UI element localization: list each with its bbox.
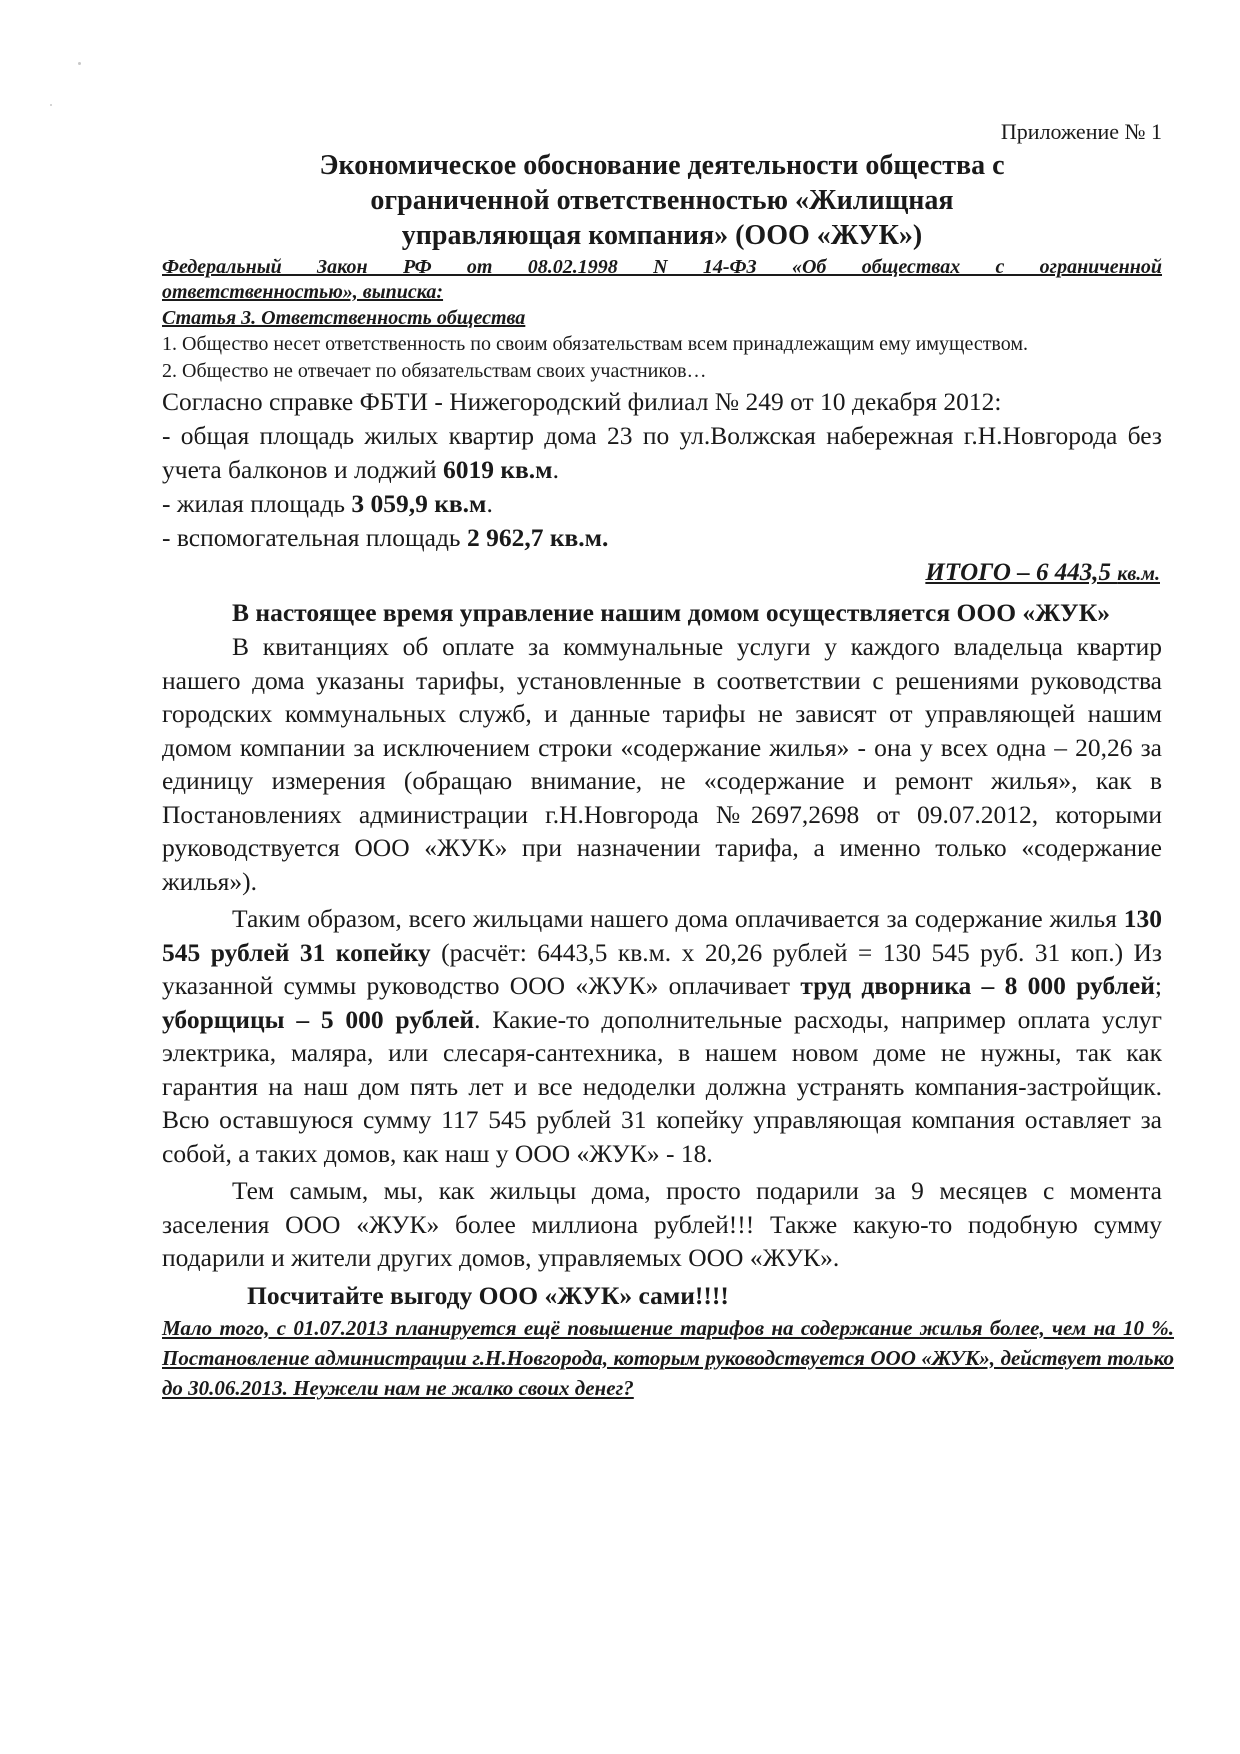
call-to-action: Посчитайте выгоду ООО «ЖУК» сами!!!!	[247, 1280, 729, 1310]
law-line: ответственностью», выписка:	[162, 281, 444, 303]
calc-total: 130 545 рублей 31 копейку	[162, 904, 1162, 967]
living-area-value: 3 059,9 кв.м	[351, 489, 487, 518]
total-sum-unit: кв.м.	[1117, 563, 1160, 585]
aux-area-text: - вспомогательная площадь	[162, 523, 467, 552]
total-area-value: 6019 кв.м	[442, 455, 553, 484]
article-item-2: 2. Общество не отвечает по обязательствам своих участников…	[162, 360, 707, 382]
paragraph-conclusion: Тем самым, мы, как жильцы дома, просто подарили за 9 месяцев с момента заселения ООО «ЖУК» более миллиона рублей!!! Также какую-то подобную сумму подарили и жители других домов, управляемых ООО «ЖУК».	[162, 1176, 1162, 1272]
aux-area-line	[162, 521, 1162, 555]
certificate-intro: Согласно справке ФБТИ - Нижегородский филиал № 249 от 10 декабря 2012:	[162, 387, 1002, 416]
section-heading: В настоящее время управление нашим домом осуществляется ООО «ЖУК»	[232, 598, 1110, 627]
title-line: ограниченной ответственностью «Жилищная	[370, 185, 954, 216]
title-line: управляющая компания» (ООО «ЖУК»)	[401, 220, 923, 251]
article-item-1: 1. Общество несет ответственность по своим обязательствам всем принадлежащим ему имуществом.	[162, 333, 1029, 355]
final-warning: Мало того, с 01.07.2013 планируется ещё повышение тарифов на содержание жилья более, чем на 10 %. Постановление администрации г.Н.Новгорода, которым руководствуется ООО «ЖУК», действует только до 30.06.2013. Неужели нам не жалко своих денег?	[162, 1315, 1174, 1400]
total-area-line: - общая площадь жилых квартир дома 23 по ул.Волжская набережная г.Н.Новгорода без учета балконов и лоджий 6019 кв.м.	[162, 421, 1162, 484]
cleaner-cost: уборщицы – 5 000 рублей	[162, 1004, 475, 1034]
total-sum-label: ИТОГО – 6 443,5	[925, 559, 1118, 586]
document-title	[162, 148, 1162, 253]
total-sum	[162, 555, 1160, 592]
calc-text: (расчёт: 6443,5 кв.м. х 20,26 рублей = 130 545 руб. 31 коп.) Из указанной суммы руководство ООО «ЖУК» оплачивает	[162, 937, 1162, 1000]
paragraph-tariffs: В квитанциях об оплате за коммунальные услуги у каждого владельца квартир нашего дома указаны тарифы, установленные в соответствии с решениями руководства городских коммунальных служб, и данные тарифы не зависят от управляющей нашим домом компании за исключением строки «содержание жилья» - она у всех одна – 20,26 за единицу измерения (обращаю внимание, не «содержание и ремонт жилья», как в Постановлениях администрации г.Н.Новгорода №2697,2698 от 09.07.2012, которыми руководствуется ООО «ЖУК» при назначении тарифа, а именно только «содержание жилья»).	[162, 632, 1162, 896]
living-area-line: - жилая площадь 3 059,9 кв.м.	[162, 489, 493, 518]
janitor-cost: труд дворника – 8 000 рублей	[800, 971, 1155, 1000]
calc-text: . Какие-то дополнительные расходы, например оплата услуг электрика, маляра, или слесаря-сантехника, в нашем новом доме не нужны, так как гарантия на наш дом пять лет и все недоделки должна устранять компания-застройщик. Всю оставшуюся сумму 117 545 рублей 31 копейку управляющая компания оставляет за собой, а таких домов, как наш у ООО «ЖУК» - 18.	[162, 1004, 1162, 1168]
total-area-text: - общая площадь жилых квартир дома 23 по ул.Волжская набережная г.Н.Новгорода без учета балконов и лоджий	[162, 421, 1162, 484]
law-reference	[162, 255, 1162, 305]
scan-speck	[78, 62, 81, 65]
living-area-text: - жилая площадь	[162, 489, 352, 518]
law-line: Федеральный Закон РФ от 08.02.1998 N 14-ФЗ «Об обществах с ограниченной	[162, 256, 1162, 278]
scan-speck	[50, 104, 52, 106]
calc-sep: ;	[1154, 971, 1162, 1000]
paragraph-calculation	[162, 902, 1162, 1170]
aux-area-value: 2 962,7 кв.м.	[466, 523, 609, 552]
document-page	[162, 116, 1174, 1403]
title-line: Экономическое обоснование деятельности общества с	[319, 150, 1005, 181]
calc-text: Таким образом, всего жильцами нашего дома оплачивается за содержание жилья	[232, 904, 1124, 933]
appendix-label: Приложение № 1	[1000, 119, 1162, 144]
article-heading: Статья 3. Ответственность общества	[162, 307, 526, 329]
